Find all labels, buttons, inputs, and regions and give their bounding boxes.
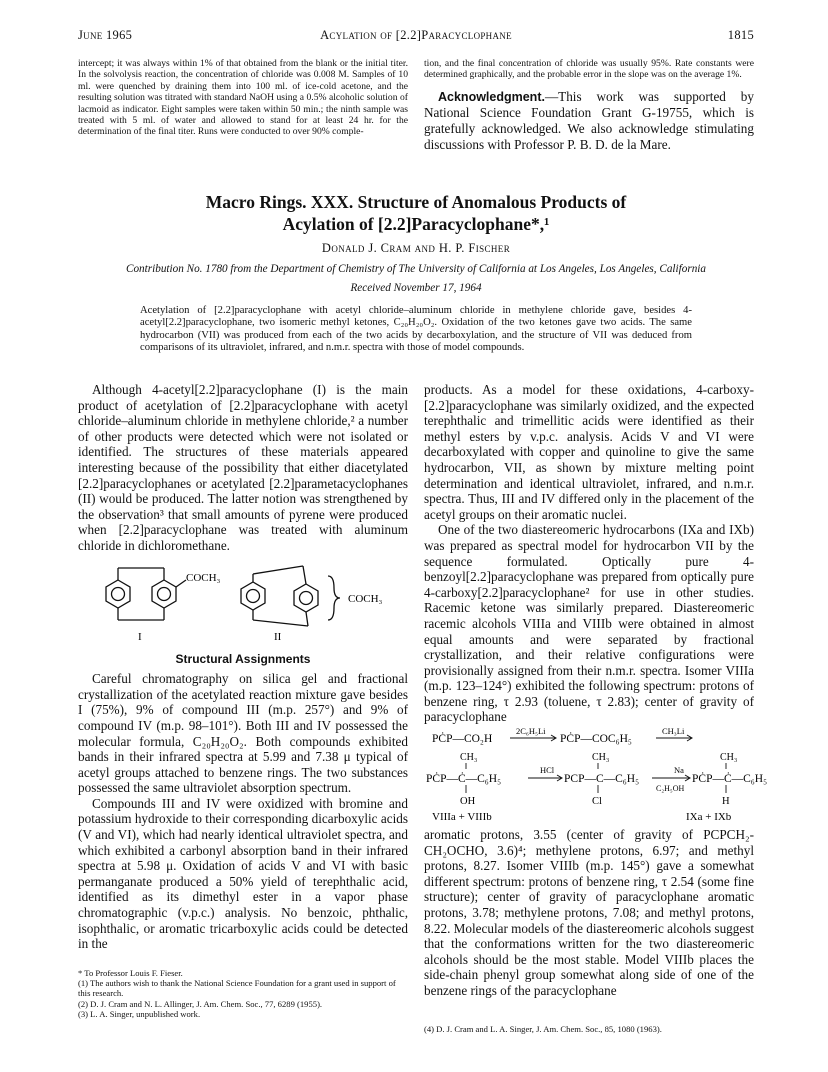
scheme-reagent-phli: 2C₆H₅Li [516, 726, 546, 737]
scheme-bonds-up [466, 763, 726, 769]
prev-article-left [78, 58, 408, 138]
right-para-1: products. As a model for these oxidations, 4-carboxy-[2.2]paracyclophane was similarly oxidized, and the expected terephthalic and trimellitic acids were identified as their methyl esters by v.p.c. analysis. Acids V and VI were decarboxylated with copper and quinoline to give the same hydrocarbon, VII, as shown by mixture melting point determination and identical ultraviolet, infrared, and n.m.r. spectra. Thus, III and IV differed only in the placement of the acetyl groups on their aromatic nuclei. [424, 382, 754, 522]
scheme-alcohol: PĊP—Ċ—C₆H₅ [426, 773, 502, 786]
scheme-chloride: PCP—C—C₆H₅ [564, 773, 640, 786]
authors: Donald J. Cram and H. P. Fischer [321, 241, 511, 255]
footnote-1: (1) The authors wish to thank the National Science Foundation for a grant used in support of this research. [78, 978, 396, 999]
structure-I-label: I [138, 630, 142, 643]
scheme-acid: PĊP—CO₂H [432, 733, 493, 746]
scheme-ketone: PĊP—COC₆H₅ [560, 733, 632, 746]
scheme-bonds-down [466, 785, 726, 793]
structure-II-drawing [241, 566, 340, 626]
page-number: 1815 [727, 28, 754, 42]
structure-II-label: II [274, 630, 282, 643]
scheme-ch3-b: CH₃ [592, 752, 610, 764]
scheme-label-viii: VIIIa + VIIIb [432, 811, 492, 824]
affiliation: Contribution No. 1780 from the Department of Chemistry of The University of California at Los Angeles, Los Angeles, California [126, 263, 706, 275]
scheme-oh: OH [460, 796, 476, 808]
left-para-3: Compounds III and IV were oxidized with bromine and potassium hydroxide to their corresponding dicarboxylic acids (V and VI), which had nearly identical ultraviolet spectra, and which exhibited a carbonyl absorption band in their infrared spectra at 5.98 μ. Oxidation of acids V and VI with basic permanganate produced a 50% yield of terephthalic acid, identified as its dimethyl ester in a vapor phase chromatographic (v.p.c.) analysis. No benzoic, phthalic, isophthalic, or aromatic tricarboxylic acids could be detected in the [78, 795, 408, 952]
scheme-cl: Cl [592, 796, 602, 808]
prev-article-left-text: intercept; it was always within 1% of that obtained from the blank or the initial titer. In the solvolysis reaction, the concentration of chloride was 0.008 M. Samples of 10 ml. were quenched by draining them into 100 ml. of ice-cold acetone, and the resulting solution was titrated with standard NaOH using a 0.5% alcoholic solution of lacmoid as indicator. Eight samples were taken within 50 min.; the ninth sample was treated with 5 ml. of water and allowed to stand for at least 24 hr. for the determination of the final titer. Runs were conducted to over 90% comple- [78, 58, 408, 138]
scheme-reagent-hcl: HCl [540, 765, 555, 776]
running-head [78, 28, 754, 44]
left-para-2: Careful chromatography on silica gel and fractional crystallization of the acetylated reaction mixture gave besides I (75%), 9% of compound III (m.p. 257°) and 9% of compound IV (m.p. 98–101°). Both III and IV possessed the molecular formula, C₂₀H₂₀O₂. Both compounds exhibited bands in their infrared spectra at 5.99 and 7.38 μ typical of acetyl groups attached to benzene rings. The two substances possessed the same ultraviolet absorption spectrum. [78, 671, 408, 796]
scheme-h: H [722, 796, 730, 808]
scheme-svg [424, 726, 768, 827]
title-line-2: Acylation of [2.2]Paracyclophane*,¹ [282, 214, 550, 234]
prev-article-right [424, 58, 754, 152]
footnote-4: (4) D. J. Cram and L. A. Singer, J. Am. Chem. Soc., 85, 1080 (1963). [424, 1024, 662, 1034]
arrow-3 [528, 775, 562, 781]
footnote-3: (3) L. A. Singer, unpublished work. [78, 1008, 201, 1019]
right-column [424, 382, 768, 999]
structures-svg [78, 560, 408, 648]
running-head-title: Acylation of [2.2]Paracyclophane [320, 28, 512, 42]
scheme-ch3-a: CH₃ [460, 752, 478, 764]
footnotes-left [78, 968, 408, 1019]
footnote-star: * To Professor Louis F. Fieser. [78, 968, 183, 978]
scheme-hydrocarbon: PĊP—Ċ—C₆H₅ [692, 773, 768, 786]
scheme-label-ix: IXa + IXb [686, 811, 732, 824]
footnote-2: (2) D. J. Cram and N. L. Allinger, J. Am. Chem. Soc., 77, 6289 (1955). [78, 998, 323, 1009]
acknowledgment-text: —This work was supported by National Science Foundation Grant G-19755, which is gratefully acknowledged. We also acknowledge stimulating discussions with Professor P. B. D. de la Mare. [424, 88, 754, 152]
structure-I-drawing [106, 568, 186, 620]
arrow-4 [652, 775, 690, 781]
structure-II-substituent: COCH₃ [348, 592, 383, 605]
reaction-scheme [424, 726, 768, 827]
scheme-reagent-etoh: C₂H₅OH [656, 784, 685, 794]
running-head-date: June 1965 [78, 28, 133, 42]
section-heading: Structural Assignments [175, 651, 311, 666]
acknowledgment-head: Acknowledgment. [438, 89, 545, 104]
right-para-2: One of the two diastereomeric hydrocarbons (IXa and IXb) was prepared as spectral model for hydrocarbon VII by the sequence formulated. Optically pure 4-benzoyl[2.2]paracyclophane was prepared from optically pure 4-carboxy[2.2]paracyclophane² for use in other studies. Racemic ketone was similarly prepared. Diastereomeric racemic alcohols VIIIa and VIIIb were obtained in almost equal amounts and were separated by fractional crystallization, and their relative configurations were provisionally assigned from their n.m.r. spectra. Isomer VIIIa (m.p. 123–124°) exhibited the following spectrum: protons of benzene ring, τ 2.93 (toluene, τ 2.83); center of gravity of paracyclophane [424, 522, 754, 725]
article-title [78, 191, 754, 235]
left-para-1: Although 4-acetyl[2.2]paracyclophane (I) is the main product of acetylation of [2.2]paracyclophane with acetyl chloride–aluminum chloride in methylene chloride,² a number of other products were detected which were not isolated or identified. The structures of these materials appeared interesting because of the possibility that either diacetylated [2.2]paracyclophanes or acetylated [2.2]parametacyclophanes (II) would be produced. The latter notion was strengthened by the observation³ that small amounts of pyrene were produced when [2.2]paracyclophane was treated with aluminum chloride in dichloromethane. [78, 382, 408, 553]
title-line-1: Macro Rings. XXX. Structure of Anomalous Products of [205, 192, 627, 212]
scheme-reagent-na: Na [674, 765, 684, 776]
received-date: Received November 17, 1964 [350, 282, 482, 294]
structures-figure [78, 560, 408, 648]
right-para-3: aromatic protons, 3.55 (center of gravity of PCPCH₂-CH₂OCHO, 3.6)⁴; methylene protons, 6.97; and methyl protons, 8.27. Isomer VIIIb (m.p. 145°) gave a somewhat different spectrum: protons of benzene ring, τ 2.54 (some fine structure); center of gravity of paracyclophane aromatic protons, 3.78; methylene protons, 7.08; and methyl protons, 8.22. Molecular models of the diastereomeric alcohols suggest that the conformations written for the two diastereomeric alcohols should be the most stable. Model VIIIb places the side-chain phenyl group somewhat along side of one of the benzene rings of the paracyclophane [424, 827, 754, 998]
abstract: Acetylation of [2.2]paracyclophane with acetyl chloride–aluminum chloride in methylene chloride gave, besides 4-acetyl[2.2]paracyclophane, two isomeric methyl ketones, C₂₀H₂₀O₂. Oxidation of the two ketones gave two acids. The same hydrocarbon (VII) was produced from each of the two acids by decarboxylation, and the structure of VII was deduced from comparisons of its ultraviolet, infrared, and n.m.r. spectra with those of model compounds. [140, 305, 692, 354]
scheme-ch3-c: CH₃ [720, 752, 738, 764]
prev-article-right-text: tion, and the final concentration of chloride was usually 95%. Rate constants were determined graphically, and the probable error in the slope was on the average 1%. [424, 58, 754, 81]
scheme-reagent-meli: CH₃Li [662, 726, 685, 737]
left-column [78, 382, 408, 952]
acknowledgment [424, 89, 754, 152]
structure-I-substituent: COCH₃ [186, 571, 221, 584]
footnotes-right [424, 1024, 754, 1034]
